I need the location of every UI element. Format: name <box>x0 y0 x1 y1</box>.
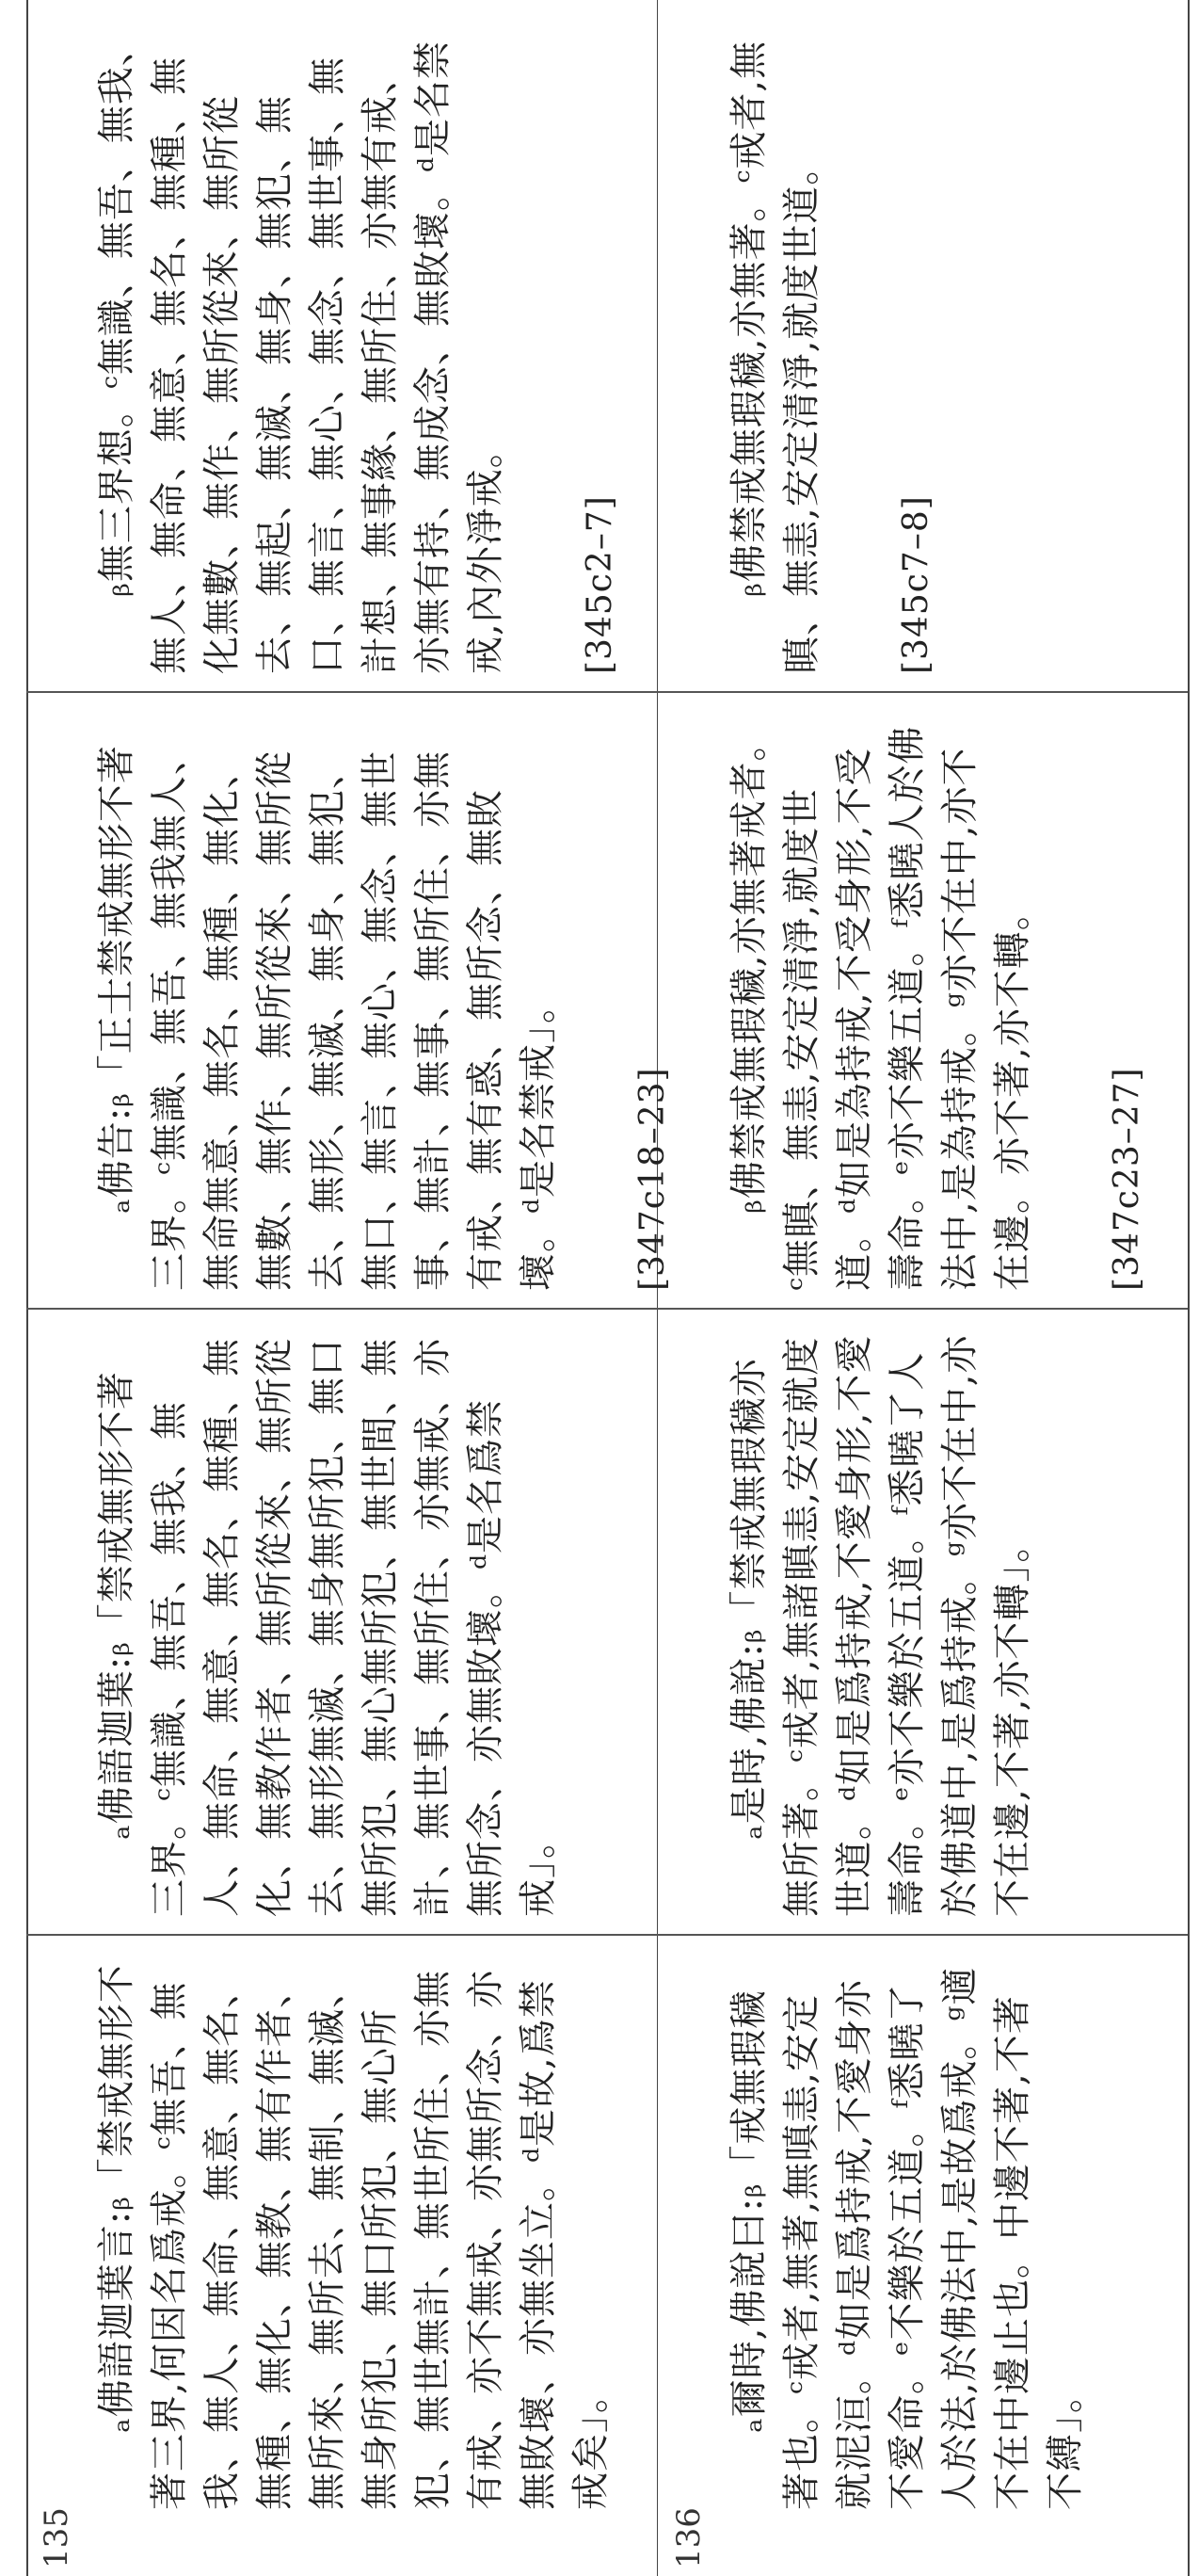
cell-text: ᵦ佛禁戒無瑕穢,亦無著戒者。ᶜ無瞋、無恚,安定清淨,就度世道。ᵈ如是為持戒,不受身形,不受壽命。ᵉ亦不樂五道。ᶠ悉曉人於佛法中,是為持戒。ᵍ亦不在中,亦不在邊。亦不著,亦不轉。 <box>727 722 1034 1291</box>
cell-text: ₐ爾時,佛說曰:ᵦ「戒無瑕穢著也。ᶜ戒者,無著,無嗔恚,安定就泥洹。ᵈ如是爲持戒,不愛身亦不愛命。ᵉ不樂於五道。ᶠ悉曉了人於法,於佛法中,是故爲戒。ᵍ適不在中邊止也。中邊不著,不著不縛」。 <box>727 1966 1087 2510</box>
citation-ref: [345c2–7] <box>581 495 619 674</box>
citation-ref: [345c7–8] <box>897 495 935 674</box>
cell-text: ᵦ無三界想。ᶜ無識、無吾、無我、無人、無命、無意、無名、無種、無化無數、無作、無所從來、無所從去、無起、無滅、無身、無犯、無口、無言、無心、無念、無世事、無計想、無事緣、無所住、亦無有戒、亦無有持、無成念、無敗壞。ᵈ是名禁戒,內外淨戒。 <box>95 27 507 674</box>
cell-text: ₐ佛語迦葉:ᵦ「禁戒無形不著三界。ᶜ無識、無吾、無我、無人、無命、無意、無名、無種、無化、無教作者、無所從來、無所從去、無形無滅、無身無所犯、無口無所犯、無心無所犯、無世間、無計、無世事、無所住、亦無戒、亦無所念、亦無敗壞。ᵈ是名爲禁戒」。 <box>95 1338 560 1917</box>
cell-col-4 <box>670 24 1048 674</box>
citation-ref: [347c23–27] <box>1108 1067 1146 1291</box>
cell-col-3 <box>670 716 1199 1291</box>
cell-col-1 <box>670 1964 1144 2510</box>
citation-ref: [347c18–23] <box>633 1067 672 1291</box>
row-number: 136 <box>670 2507 708 2568</box>
cell-text: ₐ是時,佛說:ᵦ「禁戒無瑕穢亦無所著。ᶜ戒者,無諸瞋恚,安定就度世道。ᵈ如是爲持戒,不愛身形,不愛壽命。ᵉ亦不樂於五道。ᶠ悉曉了人於佛道中,是爲持戒。ᵍ亦不在中,亦不在邊,不著,亦不轉」。 <box>727 1334 1034 1917</box>
column-divider <box>657 691 1188 693</box>
row-number: 135 <box>38 2507 75 2568</box>
cell-text: ᵦ佛禁戒無瑕穢,亦無著。ᶜ戒者,無瞋、無恚,安定清淨,就度世道。 <box>727 40 823 674</box>
column-divider <box>657 1934 1188 1936</box>
cell-col-2 <box>670 1333 1092 1917</box>
column-divider <box>657 1308 1188 1310</box>
cell-text: ₐ佛語迦葉言:ᵦ「禁戒無形不著三界,何因名爲戒。ᶜ無吾、無我、無人、無命、無意、無名、無種、無化、無教、無有作者、無所來、無所去、無制、無滅、無身所犯、無口所犯、無心所犯、無世無計、無世所住、亦無有戒、亦不無戒、亦無所念、亦無敗壞、亦無坐立。ᵈ是故,爲禁戒矣」。 <box>95 1964 613 2510</box>
cell-text: ₐ佛告:ᵦ「正士禁戒無形不著三界。ᶜ無識、無吾、無我無人、無命無意、無名、無種、無化、無數、無作、無所從來、無所從去、無形、無滅、無身、無犯、無口、無言、無心、無念、無世事、無計、無事、無所住、亦無有戒、無有惑、無所念、無敗壞。ᵈ是名禁戒」。 <box>95 736 560 1291</box>
